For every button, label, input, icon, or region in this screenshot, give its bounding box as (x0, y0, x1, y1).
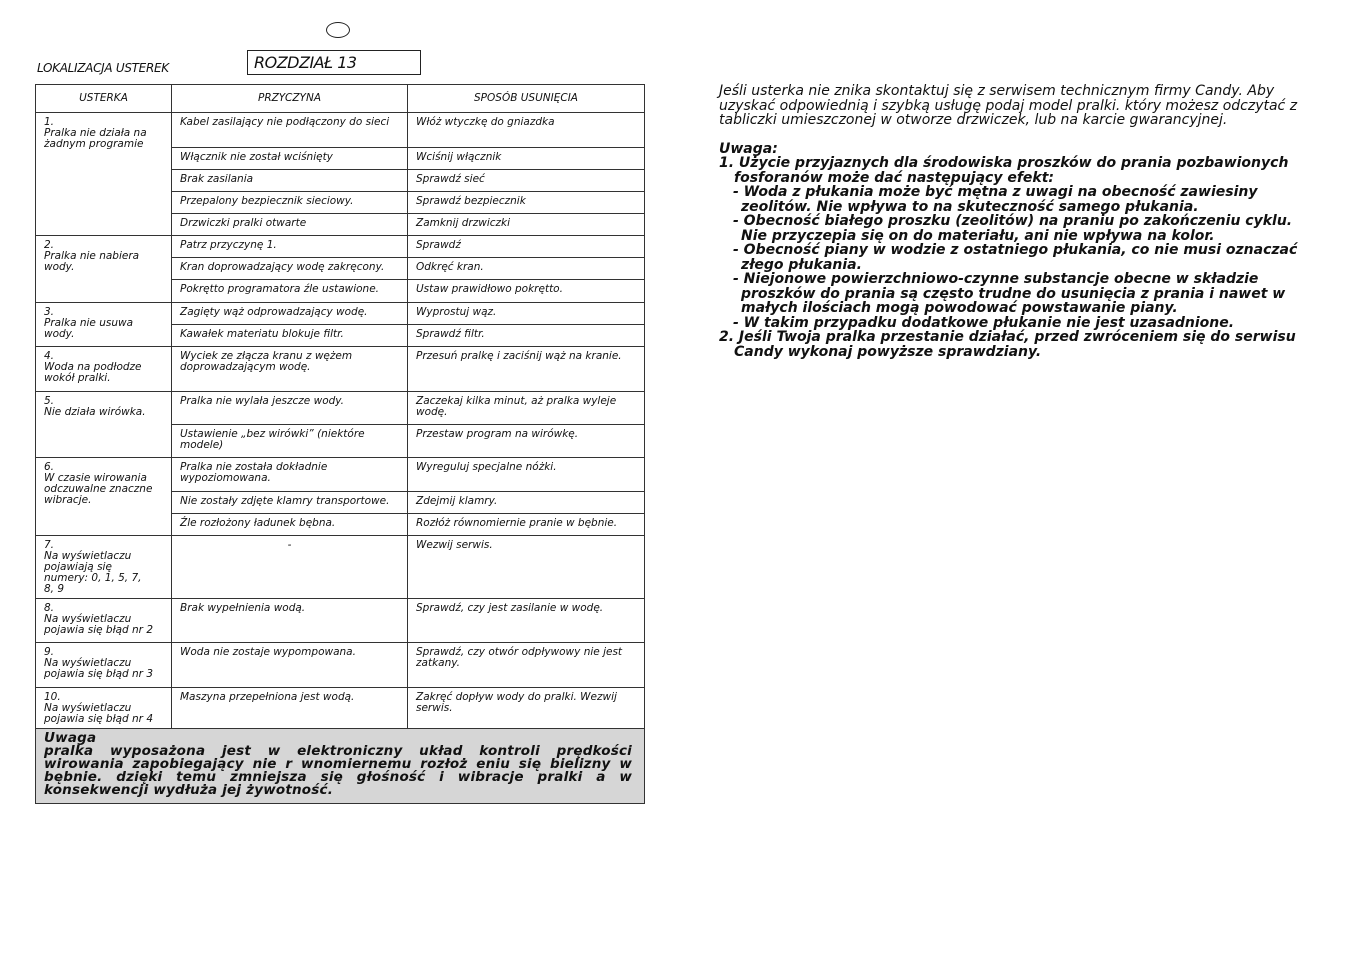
cause-cell: - (172, 536, 408, 599)
cause-cell: Brak wypełnienia wodą. (172, 599, 408, 643)
problem-cell: 9.Na wyświetlaczu pojawia się błąd nr 3 (36, 643, 172, 688)
table-row (36, 113, 645, 148)
fix-cell: Sprawdź filtr. (408, 325, 645, 347)
troubleshooting-table (35, 84, 645, 804)
fix-cell: Włóż wtyczkę do gniazdka (408, 113, 645, 148)
cause-cell: Woda nie zostaje wypompowana. (172, 643, 408, 688)
fix-cell: Zdejmij klamry. (408, 492, 645, 514)
table-note-row (36, 729, 645, 804)
fix-cell: Zamknij drzwiczki (408, 214, 645, 236)
cause-cell: Pokrętto programatora źle ustawione. (172, 280, 408, 303)
problem-cell: 5.Nie działa wirówka. (36, 392, 172, 458)
cause-cell: Źle rozłożony ładunek bębna. (172, 514, 408, 536)
page-marker-oval (326, 22, 350, 38)
cause-cell: Pralka nie została dokładnie wypoziomowana. (172, 458, 408, 492)
fix-cell: Wciśnij włącznik (408, 148, 645, 170)
note-item-2: 2. Jeśli Twoja pralka przestanie działać, przed zwróceniem się do serwisu Candy wykonaj powyższe sprawdziany. (719, 329, 1296, 360)
table-row (36, 303, 645, 325)
fix-cell: Wezwij serwis. (408, 536, 645, 599)
cause-cell: Przepalony bezpiecznik sieciowy. (172, 192, 408, 214)
problem-cell: 2.Pralka nie nabiera wody. (36, 236, 172, 303)
cause-cell: Zagięty wąż odprowadzający wodę. (172, 303, 408, 325)
problem-cell: 7.Na wyświetlaczu pojawiają się numery: 0, 1, 5, 7, 8, 9 (36, 536, 172, 599)
problem-cell: 6.W czasie wirowania odczuwalne znaczne wibracje. (36, 458, 172, 536)
note-subitem: - Niejonowe powierzchniowo-czynne substancje obecne w składzie proszków do prania są często trudne do usunięcia z prania i nawet w małych ilościach mogą powodować powstawanie piany. (733, 271, 1286, 316)
cause-cell: Pralka nie wylała jeszcze wody. (172, 392, 408, 425)
note-heading: Uwaga: (719, 140, 778, 157)
fix-cell: Odkręć kran. (408, 258, 645, 280)
note-subitem: - Obecność białego proszku (zeolitów) na praniu po zakończeniu cyklu. Nie przyczepia się on do materiału, ani nie wpływa na kolor. (733, 213, 1293, 244)
cause-cell: Kabel zasilający nie podłączony do sieci (172, 113, 408, 148)
table-row (36, 599, 645, 643)
fix-cell: Wyprostuj wąz. (408, 303, 645, 325)
fix-cell: Przesuń pralkę i zaciśnij wąż na kranie. (408, 347, 645, 392)
fix-cell: Rozłóż równomiernie pranie w bębnie. (408, 514, 645, 536)
cause-cell: Patrz przyczynę 1. (172, 236, 408, 258)
table-row (36, 643, 645, 688)
cause-cell: Ustawienie „bez wirówki” (niektóre modele) (172, 425, 408, 458)
note-subitem: - W takim przypadku dodatkowe płukanie nie jest uzasadnione. (733, 314, 1235, 331)
problem-cell: 8.Na wyświetlaczu pojawia się błąd nr 2 (36, 599, 172, 643)
note-item-1: 1. Użycie przyjaznych dla środowiska proszków do prania pozbawionych fosforanów może dać następujący efekt: (719, 155, 1289, 186)
cause-cell: Drzwiczki pralki otwarte (172, 214, 408, 236)
cause-cell: Kawałek materiatu blokuje filtr. (172, 325, 408, 347)
problem-cell: 3.Pralka nie usuwa wody. (36, 303, 172, 347)
fix-cell: Sprawdź bezpiecznik (408, 192, 645, 214)
fix-cell: Sprawdź (408, 236, 645, 258)
fix-cell: Przestaw program na wirówkę. (408, 425, 645, 458)
fix-cell: Sprawdź sieć (408, 170, 645, 192)
cause-cell: Brak zasilania (172, 170, 408, 192)
cause-cell: Włącznik nie został wciśnięty (172, 148, 408, 170)
table-row (36, 688, 645, 729)
fix-cell: Sprawdź, czy jest zasilanie w wodę. (408, 599, 645, 643)
fix-cell: Zakręć dopływ wody do pralki. Wezwij serwis. (408, 688, 645, 729)
section-label: LOKALIZACJA USTEREK (37, 61, 169, 75)
problem-cell: 4.Woda na podłodze wokół pralki. (36, 347, 172, 392)
problem-cell: 10.Na wyświetlaczu pojawia się błąd nr 4 (36, 688, 172, 729)
right-column-text (719, 84, 1319, 359)
service-intro-paragraph: Jeśli usterka nie znika skontaktuj się z serwisem technicznym firmy Candy. Aby uzyskać odpowiednią i szybką usługę podaj model pralki. który możesz odczytać z tabliczki umieszczonej w otworze drzwiczek, lub na karcie gwarancyjnej. (719, 83, 1298, 128)
table-row (36, 236, 645, 258)
column-header-cause: PRZYCZYNA (172, 85, 408, 113)
note-subitem: - Woda z płukania może być mętna z uwagi na obecność zawiesiny zeolitów. Nie wpływa to na skuteczność samego płukania. (733, 184, 1258, 215)
column-header-fix: SPOSÓB USUNIĘCIA (408, 85, 645, 113)
fix-cell: Sprawdź, czy otwór odpływowy nie jest zatkany. (408, 643, 645, 688)
cause-cell: Nie zostały zdjęte klamry transportowe. (172, 492, 408, 514)
cause-cell: Maszyna przepełniona jest wodą. (172, 688, 408, 729)
fix-cell: Wyreguluj specjalne nóżki. (408, 458, 645, 492)
table-row (36, 536, 645, 599)
column-header-problem: USTERKA (36, 85, 172, 113)
note-text: pralka wyposażona jest w elektroniczny układ kontroli prędkości wirowania zapobiegający nie r wnomiernemu rozłoż eniu się bielizny w bębnie. dzięki temu zmniejsza się głośność i wibracje pralki a w konsekwencji wydłuża jej żywotność. (44, 743, 632, 798)
cause-cell: Kran doprowadzający wodę zakręcony. (172, 258, 408, 280)
note-title: Uwaga (44, 730, 97, 746)
problem-cell: 1.Pralka nie działa na żadnym programie (36, 113, 172, 236)
table-row (36, 458, 645, 492)
cause-cell: Wyciek ze złącza kranu z wężem doprowadzającym wodę. (172, 347, 408, 392)
note-subitem: - Obecność piany w wodzie z ostatniego płukania, co nie musi oznaczać złego płukania. (733, 242, 1298, 273)
fix-cell: Ustaw prawidłowo pokrętto. (408, 280, 645, 303)
fix-cell: Zaczekaj kilka minut, aż pralka wyleje wodę. (408, 392, 645, 425)
table-note (36, 729, 645, 804)
table-row (36, 347, 645, 392)
table-row (36, 392, 645, 425)
chapter-title: ROZDZIAŁ 13 (247, 50, 421, 75)
